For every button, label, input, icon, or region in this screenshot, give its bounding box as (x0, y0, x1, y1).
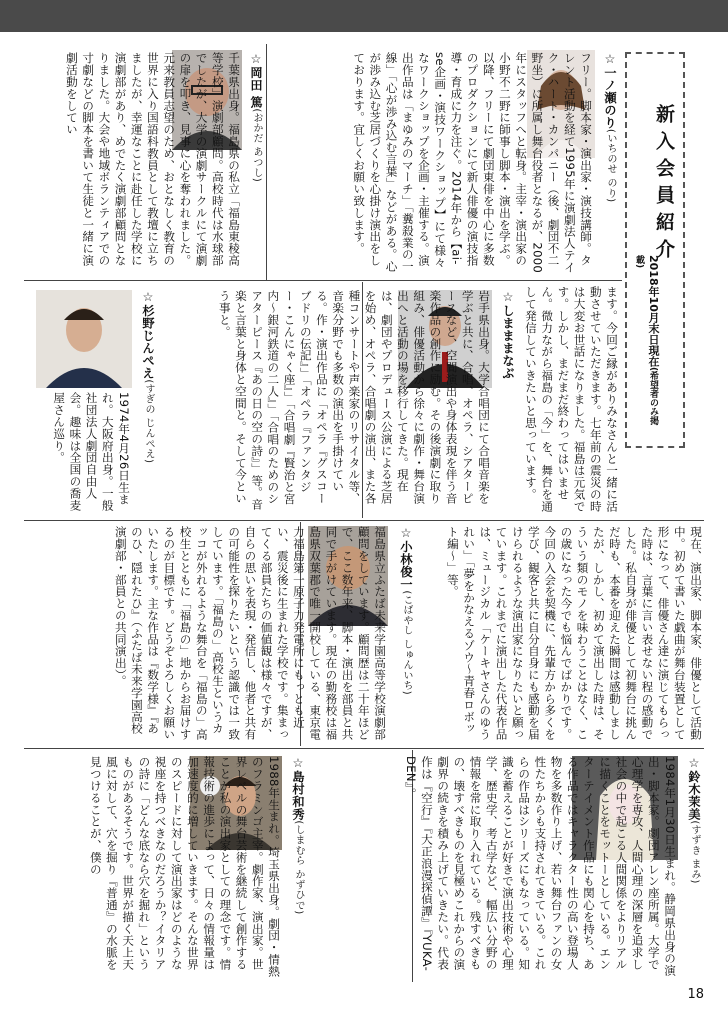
center-text-block: 現在、演出家、脚本家、俳優として活動中。初めて書いた戯曲が舞台装置として形になって、俳優さん達に演じてもらった時は、言葉に言い表せない程の感動でした。私自身が俳優として初舞台に挑んだ時も、本番を迎えた瞬間は感動しましたが、しかし、初めて演出した時は、そういう類のモノを味わうことはなく、この歳になった今でも悩んでばかりです。今回の入会を契機に、先輩方から多くを学び、観客と共に自分自身にも感動を届けられるような演出家になりたいと願っています。これまでに演出した代表作品は、ミュージカル「ケーキヤさんのゆうれい」「夢をかなえるゾウ〜青春ロボット編〜」等。 (445, 526, 703, 741)
member-suzuki-name: ☆鈴木茉美(すずき まみ) (687, 756, 701, 884)
member-kobayashi-name: ☆小林俊一(こばやし しゅんいち) (399, 526, 413, 695)
member-shimura-bio: 1988年生まれ。埼玉県出身。劇団・情熱のフラミンゴ主宰。劇作家、演出家。世界レベルの舞台芸術を継続して創作することが私の演出家としての理念です。情報技術の進歩によって、日々の情報量は加速度的に増していきます。そんな世界のスピードに対して演出家はどのような視座を持つべきなのだろうか？イタリアの詩に「どんな底なら穴を掘れ」というものがあるそうです。世界が描く天上天風に対して、穴を掘り『普通』の水脈を見つけることが、僕の (88, 756, 281, 978)
divider (24, 748, 704, 749)
member-ichinose-name: ☆一ノ瀬のり(いちのせ のり) (603, 52, 617, 203)
member-okada-name: ☆岡田 篤(おかだ あつし) (249, 52, 263, 183)
section-title: 新入会員紹介 (653, 104, 675, 266)
divider (24, 280, 622, 281)
divider (24, 520, 704, 521)
page-number: 18 (687, 987, 704, 1002)
portrait-icon (36, 290, 132, 388)
member-okada-bio: 千葉県出身。福島県の私立「福島東稜高等学校」演劇部顧問。高校時代は水球部でしたが、大学の演劇サークルにて演劇の扉を叩き、見事に心を奪われました。元来教員志望のため、おとなしく教育の世界に入り国語科教員として教壇に立ちましたが、幸運なことに赴任した学校に演劇部があり、めでたく演劇部顧問となりました。大会や地域ボランティアでの寸劇などの脚本を書いて生徒と一緒に演劇活動をしてい (64, 52, 241, 267)
member-kobayashi-bio: 福島県立ふたば未来学園高等学校演劇部顧問をしています。顧問歴は二十年ほどで、ここ数年来、脚本・演出を部員と共同で手がけています。現在の勤務校は福島県双葉郡で唯一開校している、東京電力福島第一原子力発電所にもっとも近い、震災後に生まれた学校です。集まってくる部員たちの価値観は様々ですが、自らの思いを表現・発信し、他者と共有の可能性を探りたいという認識では一致しています。「福島の」高校生というカッコが外れるような舞台を「福島の」高校生とともに「福島の」地からお届けするのが目標です。どうぞよろしくお願いいたします。主な作品は『数学様』『あのひ、隠れたひ』（ふたば未来学園高校演劇部・部員との共同演出）。 (113, 526, 387, 741)
member-sugino-photo (36, 290, 132, 388)
top-bar (0, 0, 728, 32)
note: (希望者のみ掲載) (634, 255, 658, 426)
member-ichinose-bio-cont: ます。今回ご縁がありみなさんと一緒に活動させていただきます。七年前の震災の時は大変お世話になりました。福島は元気です。しかし、まだまだ終わってはいません。微力ながら福島の「今」を、舞台を通して発信していきたいと思っています。 (523, 286, 619, 513)
divider (266, 44, 267, 280)
member-sugino-bio: 1974年4月26日生まれ。大阪府出身。一般社団法人劇団自由人会。趣味は全国の喬麦屋さん巡り。 (52, 392, 131, 511)
member-shimura-name: ☆島村和秀(しまむら かずひで) (291, 756, 305, 915)
member-shima-name: ☆しまままなぶ (501, 290, 515, 380)
date-line: 2018年10月末日現在(希望者のみ掲載) (634, 255, 660, 426)
member-shima-bio: 岩手県出身。大学合唱団にて合唱音楽を学ぶと共に、合唱、オペラ、シアターピースなど、空間演出や身体表現を伴う音楽作品の創作に励む。その後演劇に取り組み、俳優活動から徐々に劇作・舞台演出へと活動の場を移行してきた。現在は、劇団やプロデュース公演による芝居を始め、オペラ、合唱劇の演出、また各種コンサートや声楽家のリサイタル等、音楽分野でも多数の演出を手掛けている。作・演出作品に「オペラ『グスコーブドリの伝記』」「オペラ『ファンタジー・こんにゃく座』」「合唱劇『賢治と宮内〜銀河鉄道の二人』」「合唱のためのシアターピース『あの日の空の詩』」等。音楽と言葉と身体と空間と。そして今という事と。 (217, 290, 491, 511)
member-suzuki-bio: 1984年1月30日生まれ。静岡県出身の演出・脚本家。劇団アレン座所属。大学で心理学を専攻、人間心理の深層を追求し社会の中で起こる人間関係をよりリアルに描くことをモットーとしている。エンターテイメント作品にも関心を持ち、ある作品ではキャラクター性の高い登場人物を多数作り上げ、若い舞台ファンの女性たちからも支持されてきている。これらの作品はシリーズにもなっている。知識を蓄えることが好きで演出技術や心理学、歴史学、考古学など、幅広い分野の情報を常に取り入れている。残すべきもの、壊すべきものを見極めこれからの演劇界の続きを積み上げていきたい。代表作は『空行』『大正浪漫探偵譚』『YUKA-DEN』。 (403, 756, 677, 977)
member-ichinose-bio: フリー。脚本家・演出家・演技講師。タレント活動を経て1995年に演劇法人テイク・ハート・カンパニー（後、劇団不二野坐）に所属し舞台役者となるが、2000年にスタッフへと転身。主宰・演出家の小野不二野に師事し脚本・演出を学ぶ。以降、フリーにて劇団東俳を中心に多数のプロダクションにて新人俳優の演技指導・育成に力を注ぐ。2014年から【ai-se企画・演技ワークショップ】にて様々なワークショップを企画・主催する。演出作品は「まゆみのマーチ」「糞殺業の一線」「心が渉み込む言葉」などがある。心が渉み込む芝居づくりを心掛け演出をしております。宜しくお願い致します。 (352, 52, 593, 274)
member-sugino-name: ☆杉野じんぺえ(すぎの じんぺえ) (141, 290, 155, 464)
